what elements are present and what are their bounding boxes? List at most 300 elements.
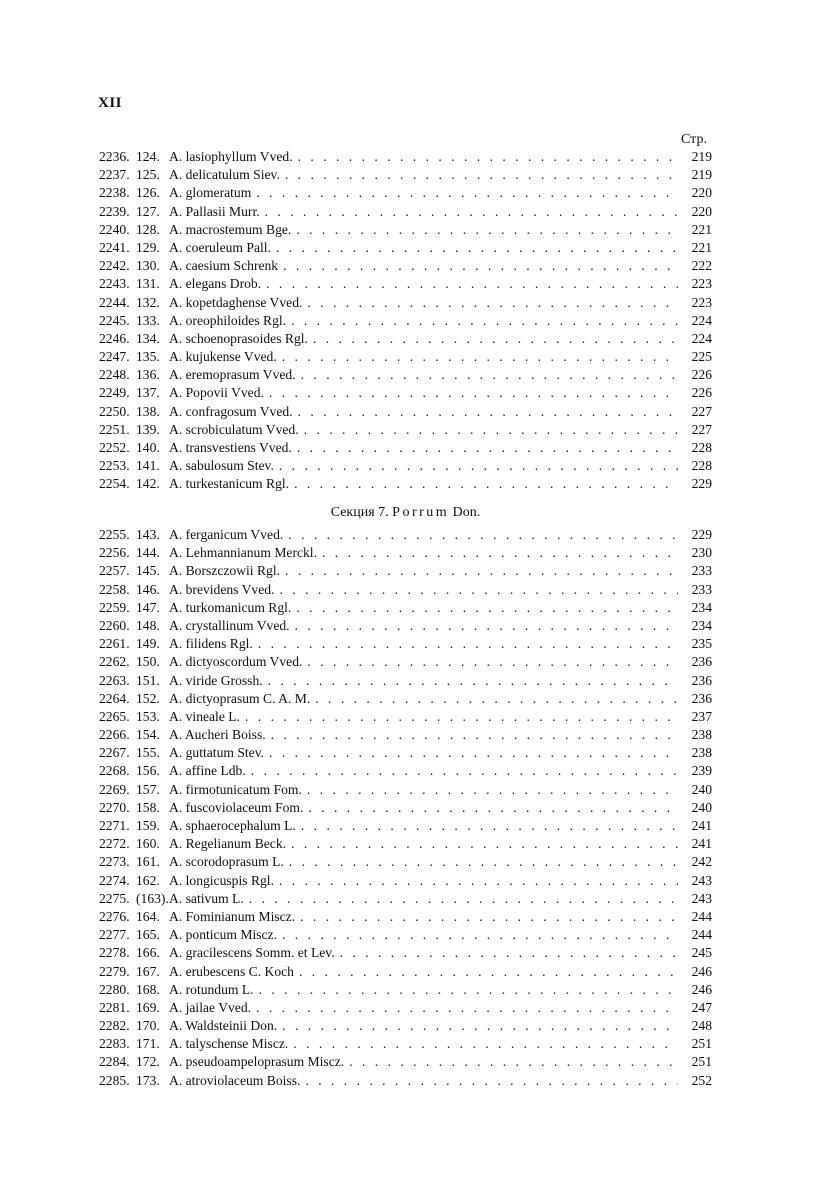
dot-leader xyxy=(243,708,678,726)
entry-species-name: A. atroviolaceum Boiss. xyxy=(169,1072,301,1088)
entry-species-name: A. ferganicum Vved. xyxy=(169,527,284,542)
entry-general-number: 2260. xyxy=(99,617,130,633)
entry-species-number: 165. xyxy=(136,927,160,943)
entry-species-number: 140. xyxy=(136,440,160,455)
entry-general-number: 2248. xyxy=(99,367,130,383)
entry-general-number: 2253. xyxy=(99,458,130,474)
entry-species-name: A. Regelianum Beck. xyxy=(169,836,287,852)
toc-entry xyxy=(99,1035,712,1053)
dot-leader xyxy=(292,475,678,493)
entry-species-name: A. transvestiens Vved. xyxy=(169,440,292,455)
toc-entry xyxy=(99,166,712,184)
toc-entry xyxy=(99,475,712,493)
entry-species-number: 150. xyxy=(136,654,160,670)
dot-leader xyxy=(286,526,678,544)
entry-general-number: 2255. xyxy=(99,527,130,542)
entry-general-number: 2269. xyxy=(99,781,130,797)
toc-entry xyxy=(99,384,712,402)
dot-leader xyxy=(267,744,678,762)
entry-species-number: 148. xyxy=(136,617,160,633)
toc-entry xyxy=(99,330,712,348)
entry-page-number: 224 xyxy=(691,330,712,346)
entry-species-name: A. guttatum Stev. xyxy=(169,745,265,761)
entry-species-number: 130. xyxy=(136,258,160,274)
toc-entry xyxy=(99,744,712,762)
entry-species-number: 153. xyxy=(136,708,160,724)
entry-species-number: (163). xyxy=(136,890,169,906)
toc-entry xyxy=(99,853,712,871)
toc-entry xyxy=(99,599,712,617)
entry-page-number: 227 xyxy=(691,403,712,419)
entry-general-number: 2268. xyxy=(99,763,130,779)
entry-species-number: 158. xyxy=(136,799,160,815)
dot-leader xyxy=(254,999,678,1017)
entry-general-number: 2270. xyxy=(99,799,130,815)
entry-page-number: 252 xyxy=(691,1072,712,1088)
entry-species-number: 152. xyxy=(136,690,160,706)
dot-leader xyxy=(291,1035,678,1053)
entry-page-number: 238 xyxy=(691,745,712,761)
entry-species-number: 169. xyxy=(136,999,160,1015)
entry-page-number: 236 xyxy=(691,654,712,670)
dot-leader xyxy=(289,312,678,330)
toc-entry xyxy=(99,257,712,275)
entry-species-number: 127. xyxy=(136,203,160,219)
entry-general-number: 2237. xyxy=(99,167,130,183)
toc-entry xyxy=(99,581,712,599)
toc-entry xyxy=(99,403,712,421)
dot-leader xyxy=(257,981,678,999)
page-column-header: Стр. xyxy=(681,132,707,147)
entry-species-name: A. coeruleum Pall. xyxy=(169,239,271,255)
toc-entry xyxy=(99,439,712,457)
entry-general-number: 2278. xyxy=(99,945,130,961)
entry-general-number: 2254. xyxy=(99,476,130,492)
entry-general-number: 2259. xyxy=(99,599,130,615)
entry-species-name: A. delicatulum Siev. xyxy=(169,167,280,183)
entry-species-name: A. oreophiloides Rgl. xyxy=(169,312,287,328)
entry-species-number: 141. xyxy=(136,458,160,474)
entry-general-number: 2276. xyxy=(99,908,130,924)
dot-leader xyxy=(283,166,678,184)
entry-page-number: 241 xyxy=(691,836,712,852)
toc-entry xyxy=(99,726,712,744)
entry-species-name: A. caesium Schrenk xyxy=(169,258,279,274)
entry-page-number: 236 xyxy=(691,672,712,688)
entry-general-number: 2258. xyxy=(99,581,130,597)
entry-species-name: A. turkomanicum Rgl. xyxy=(169,599,292,615)
toc-entry xyxy=(99,1072,712,1090)
entry-general-number: 2272. xyxy=(99,836,130,852)
entry-general-number: 2265. xyxy=(99,708,130,724)
entry-species-name: A. lasiophyllum Vved. xyxy=(169,149,293,164)
entry-general-number: 2274. xyxy=(99,872,130,888)
toc-entry xyxy=(99,926,712,944)
entry-page-number: 223 xyxy=(691,294,712,310)
entry-general-number: 2256. xyxy=(99,545,130,561)
dot-leader xyxy=(303,1072,678,1090)
entry-page-number: 220 xyxy=(691,185,712,201)
toc-entry xyxy=(99,203,712,221)
dot-leader xyxy=(313,690,678,708)
dot-leader xyxy=(294,221,678,239)
entry-general-number: 2266. xyxy=(99,727,130,743)
entry-species-number: 136. xyxy=(136,367,160,383)
entry-species-number: 160. xyxy=(136,836,160,852)
entry-page-number: 247 xyxy=(691,999,712,1015)
dot-leader xyxy=(264,275,678,293)
toc-entry xyxy=(99,817,712,835)
entry-species-name: A. glomeratum xyxy=(169,185,252,201)
entry-species-name: A. sabulosum Stev. xyxy=(169,458,274,474)
entry-page-number: 246 xyxy=(691,963,712,979)
entry-species-name: A. talyschense Miscz. xyxy=(169,1036,289,1052)
entry-species-number: 172. xyxy=(136,1054,160,1070)
entry-species-name: A. scrobiculatum Vved. xyxy=(169,421,299,437)
entry-species-number: 167. xyxy=(136,963,160,979)
dot-leader xyxy=(283,562,678,580)
entry-species-name: A. vineale L. xyxy=(169,708,240,724)
entry-species-number: 129. xyxy=(136,239,160,255)
entry-species-name: A. crystallinum Vved. xyxy=(169,617,290,633)
entry-species-number: 168. xyxy=(136,981,160,997)
dot-leader xyxy=(305,294,678,312)
entry-species-name: A. gracilescens Somm. et Lev. xyxy=(169,945,335,961)
entry-page-number: 243 xyxy=(691,890,712,906)
entry-species-number: 164. xyxy=(136,908,160,924)
entry-page-number: 251 xyxy=(691,1036,712,1052)
dot-leader xyxy=(320,544,678,562)
dot-leader xyxy=(267,384,678,402)
dot-leader xyxy=(280,1017,678,1035)
entry-species-name: A. Pallasii Murr. xyxy=(169,203,260,219)
entry-page-number: 244 xyxy=(691,927,712,943)
entry-species-number: 145. xyxy=(136,563,160,579)
entry-species-number: 126. xyxy=(136,185,160,201)
dot-leader xyxy=(289,835,678,853)
entry-page-number: 241 xyxy=(691,818,712,833)
entry-species-name: A. filidens Rgl. xyxy=(169,636,253,652)
dot-leader xyxy=(293,617,678,635)
entry-species-number: 138. xyxy=(136,403,160,419)
dot-leader xyxy=(256,635,678,653)
entry-general-number: 2264. xyxy=(99,690,130,706)
toc-entry xyxy=(99,562,712,580)
entry-species-number: 162. xyxy=(136,872,160,888)
entry-general-number: 2250. xyxy=(99,403,130,419)
entry-page-number: 234 xyxy=(691,599,712,615)
toc-entry xyxy=(99,981,712,999)
entry-page-number: 229 xyxy=(691,527,712,542)
entry-species-number: 142. xyxy=(136,476,160,492)
dot-leader xyxy=(277,457,678,475)
toc-entry xyxy=(99,221,712,239)
entry-general-number: 2271. xyxy=(99,818,130,833)
entry-species-number: 171. xyxy=(136,1036,160,1052)
entry-page-number: 236 xyxy=(691,690,712,706)
toc-entry xyxy=(99,708,712,726)
entry-species-number: 143. xyxy=(136,527,160,542)
toc-entry xyxy=(99,148,712,166)
entry-page-number: 246 xyxy=(691,981,712,997)
entry-page-number: 221 xyxy=(691,221,712,237)
dot-leader xyxy=(281,257,678,275)
dot-leader xyxy=(249,762,678,780)
entry-page-number: 220 xyxy=(691,203,712,219)
entry-general-number: 2284. xyxy=(99,1054,130,1070)
entry-species-number: 173. xyxy=(136,1072,160,1088)
entry-general-number: 2247. xyxy=(99,349,130,365)
toc-entry xyxy=(99,239,712,257)
entry-page-number: 228 xyxy=(691,440,712,455)
entry-species-name: A. eremoprasum Vved. xyxy=(169,367,296,383)
dot-leader xyxy=(338,944,678,962)
section-prefix: Секция 7. xyxy=(330,505,389,520)
toc-entry xyxy=(99,908,712,926)
entry-species-number: 170. xyxy=(136,1018,160,1034)
entry-species-number: 166. xyxy=(136,945,160,961)
entry-species-number: 134. xyxy=(136,330,160,346)
entry-general-number: 2283. xyxy=(99,1036,130,1052)
entry-species-number: 139. xyxy=(136,421,160,437)
entry-general-number: 2242. xyxy=(99,258,130,274)
toc-entry xyxy=(99,999,712,1017)
entry-species-number: 157. xyxy=(136,781,160,797)
dot-leader xyxy=(294,599,678,617)
entry-species-name: A. Popovii Vved. xyxy=(169,385,264,401)
entry-page-number: 219 xyxy=(691,149,712,164)
entry-species-number: 159. xyxy=(136,818,160,833)
dot-leader xyxy=(305,781,678,799)
entry-species-name: A. schoenoprasoides Rgl. xyxy=(169,330,308,346)
entry-species-number: 154. xyxy=(136,727,160,743)
dot-leader xyxy=(295,439,678,457)
entry-page-number: 243 xyxy=(691,872,712,888)
entry-species-name: A. scorodoprasum L. xyxy=(169,854,284,870)
entry-page-number: 230 xyxy=(691,545,712,561)
entry-page-number: 222 xyxy=(691,258,712,274)
entry-general-number: 2241. xyxy=(99,239,130,255)
toc-entry xyxy=(99,294,712,312)
entry-page-number: 226 xyxy=(691,367,712,383)
entry-species-name: A. viride Grossh. xyxy=(169,672,263,688)
entry-page-number: 240 xyxy=(691,799,712,815)
entry-species-name: A. kopetdaghense Vved. xyxy=(169,294,303,310)
entry-page-number: 237 xyxy=(691,708,712,724)
entry-page-number: 234 xyxy=(691,617,712,633)
dot-leader xyxy=(269,726,678,744)
entry-species-name: A. kujukense Vved. xyxy=(169,349,277,365)
entry-general-number: 2243. xyxy=(99,276,130,292)
entry-page-number: 238 xyxy=(691,727,712,743)
entry-page-number: 245 xyxy=(691,945,712,961)
entry-species-number: 132. xyxy=(136,294,160,310)
dot-leader xyxy=(311,330,678,348)
dot-leader xyxy=(296,403,678,421)
toc-entry xyxy=(99,762,712,780)
entry-page-number: 242 xyxy=(691,854,712,870)
entry-general-number: 2245. xyxy=(99,312,130,328)
dot-leader xyxy=(280,348,678,366)
entry-general-number: 2262. xyxy=(99,654,130,670)
dot-leader xyxy=(305,653,678,671)
entry-general-number: 2273. xyxy=(99,854,130,870)
entry-page-number: 223 xyxy=(691,276,712,292)
toc-entry xyxy=(99,184,712,202)
toc-list-top xyxy=(99,148,712,494)
toc-entry xyxy=(99,944,712,962)
dot-leader xyxy=(287,853,678,871)
toc-entry xyxy=(99,526,712,544)
toc-entry xyxy=(99,275,712,293)
toc-entry xyxy=(99,366,712,384)
entry-page-number: 235 xyxy=(691,636,712,652)
toc-entry xyxy=(99,963,712,981)
entry-general-number: 2251. xyxy=(99,421,130,437)
toc-entry xyxy=(99,544,712,562)
toc-entry xyxy=(99,672,712,690)
entry-species-name: A. Fominianum Miscz. xyxy=(169,908,296,924)
entry-species-number: 135. xyxy=(136,349,160,365)
entry-page-number: 248 xyxy=(691,1018,712,1034)
dot-leader xyxy=(299,366,678,384)
entry-species-number: 137. xyxy=(136,385,160,401)
entry-page-number: 219 xyxy=(691,167,712,183)
entry-species-name: A. ponticum Miscz. xyxy=(169,927,277,943)
entry-species-number: 156. xyxy=(136,763,160,779)
entry-page-number: 233 xyxy=(691,581,712,597)
entry-species-number: 147. xyxy=(136,599,160,615)
entry-general-number: 2280. xyxy=(99,981,130,997)
entry-page-number: 224 xyxy=(691,312,712,328)
entry-general-number: 2279. xyxy=(99,963,130,979)
dot-leader xyxy=(297,963,678,981)
entry-page-number: 228 xyxy=(691,458,712,474)
toc-entry xyxy=(99,1053,712,1071)
entry-species-name: A. Borszczowii Rgl. xyxy=(169,563,281,579)
entry-general-number: 2244. xyxy=(99,294,130,310)
entry-species-name: A. turkestanicum Rgl. xyxy=(169,476,290,492)
entry-species-name: A. dictyoscordum Vved. xyxy=(169,654,303,670)
entry-general-number: 2240. xyxy=(99,221,130,237)
entry-page-number: 227 xyxy=(691,421,712,437)
entry-general-number: 2257. xyxy=(99,563,130,579)
entry-species-number: 155. xyxy=(136,745,160,761)
toc-entry xyxy=(99,799,712,817)
toc-entry xyxy=(99,890,712,908)
entry-general-number: 2261. xyxy=(99,636,130,652)
entry-page-number: 229 xyxy=(691,476,712,492)
dot-leader xyxy=(277,872,678,890)
entry-species-number: 125. xyxy=(136,167,160,183)
entry-species-number: 131. xyxy=(136,276,160,292)
dot-leader xyxy=(263,203,678,221)
dot-leader xyxy=(274,239,678,257)
entry-species-name: A. Lehmannianum Merckl. xyxy=(169,545,317,561)
dot-leader xyxy=(277,581,678,599)
toc-entry xyxy=(99,635,712,653)
entry-species-name: A. dictyoprasum C. A. M. xyxy=(169,690,311,706)
entry-species-name: A. pseudoampeloprasum Miscz. xyxy=(169,1054,345,1070)
entry-general-number: 2246. xyxy=(99,330,130,346)
entry-species-name: A. Aucheri Boiss. xyxy=(169,727,266,743)
entry-general-number: 2275. xyxy=(99,890,130,906)
entry-species-name: A. brevidens Vved. xyxy=(169,581,275,597)
entry-species-number: 146. xyxy=(136,581,160,597)
dot-leader xyxy=(298,908,678,926)
page-number: XII xyxy=(98,95,123,111)
entry-general-number: 2267. xyxy=(99,745,130,761)
entry-species-name: A. Waldsteinii Don. xyxy=(169,1018,278,1034)
entry-general-number: 2238. xyxy=(99,185,130,201)
entry-species-number: 124. xyxy=(136,149,160,164)
toc-entry xyxy=(99,312,712,330)
entry-general-number: 2249. xyxy=(99,385,130,401)
toc-entry xyxy=(99,1017,712,1035)
entry-general-number: 2236. xyxy=(99,149,130,164)
entry-species-name: A. jailae Vved. xyxy=(169,999,252,1015)
entry-species-number: 144. xyxy=(136,545,160,561)
entry-page-number: 225 xyxy=(691,349,712,365)
dot-leader xyxy=(299,817,678,835)
entry-species-name: A. sativum L. xyxy=(169,890,244,906)
entry-general-number: 2277. xyxy=(99,927,130,943)
entry-species-number: 149. xyxy=(136,636,160,652)
entry-page-number: 233 xyxy=(691,563,712,579)
entry-species-name: A. sphaerocephalum L. xyxy=(169,818,296,833)
dot-leader xyxy=(254,184,678,202)
entry-species-number: 151. xyxy=(136,672,160,688)
entry-page-number: 221 xyxy=(691,239,712,255)
entry-species-number: 161. xyxy=(136,854,160,870)
toc-entry xyxy=(99,835,712,853)
dot-leader xyxy=(302,421,678,439)
entry-page-number: 251 xyxy=(691,1054,712,1070)
toc-entry xyxy=(99,421,712,439)
section-title: Porrum xyxy=(392,505,450,520)
dot-leader xyxy=(247,890,678,908)
entry-general-number: 2281. xyxy=(99,999,130,1015)
dot-leader xyxy=(280,926,678,944)
entry-page-number: 226 xyxy=(691,385,712,401)
entry-general-number: 2263. xyxy=(99,672,130,688)
dot-leader xyxy=(347,1053,678,1071)
toc-entry xyxy=(99,781,712,799)
entry-general-number: 2252. xyxy=(99,440,130,455)
toc-entry xyxy=(99,872,712,890)
entry-general-number: 2282. xyxy=(99,1018,130,1034)
entry-page-number: 244 xyxy=(691,908,712,924)
section-author: Don. xyxy=(452,505,481,520)
entry-species-name: A. firmotunicatum Fom. xyxy=(169,781,302,797)
entry-general-number: 2285. xyxy=(99,1072,130,1088)
entry-page-number: 239 xyxy=(691,763,712,779)
dot-leader xyxy=(296,148,678,166)
toc-entry xyxy=(99,457,712,475)
entry-species-name: A. elegans Drob. xyxy=(169,276,262,292)
toc-entry xyxy=(99,617,712,635)
section-heading xyxy=(99,505,712,521)
dot-leader xyxy=(266,672,678,690)
entry-species-name: A. affine Ldb. xyxy=(169,763,246,779)
entry-page-number: 240 xyxy=(691,781,712,797)
entry-species-name: A. erubescens C. Koch xyxy=(169,963,294,979)
entry-general-number: 2239. xyxy=(99,203,130,219)
entry-species-name: A. longicuspis Rgl. xyxy=(169,872,274,888)
entry-species-name: A. confragosum Vved. xyxy=(169,403,293,419)
dot-leader xyxy=(306,799,678,817)
entry-species-number: 133. xyxy=(136,312,160,328)
